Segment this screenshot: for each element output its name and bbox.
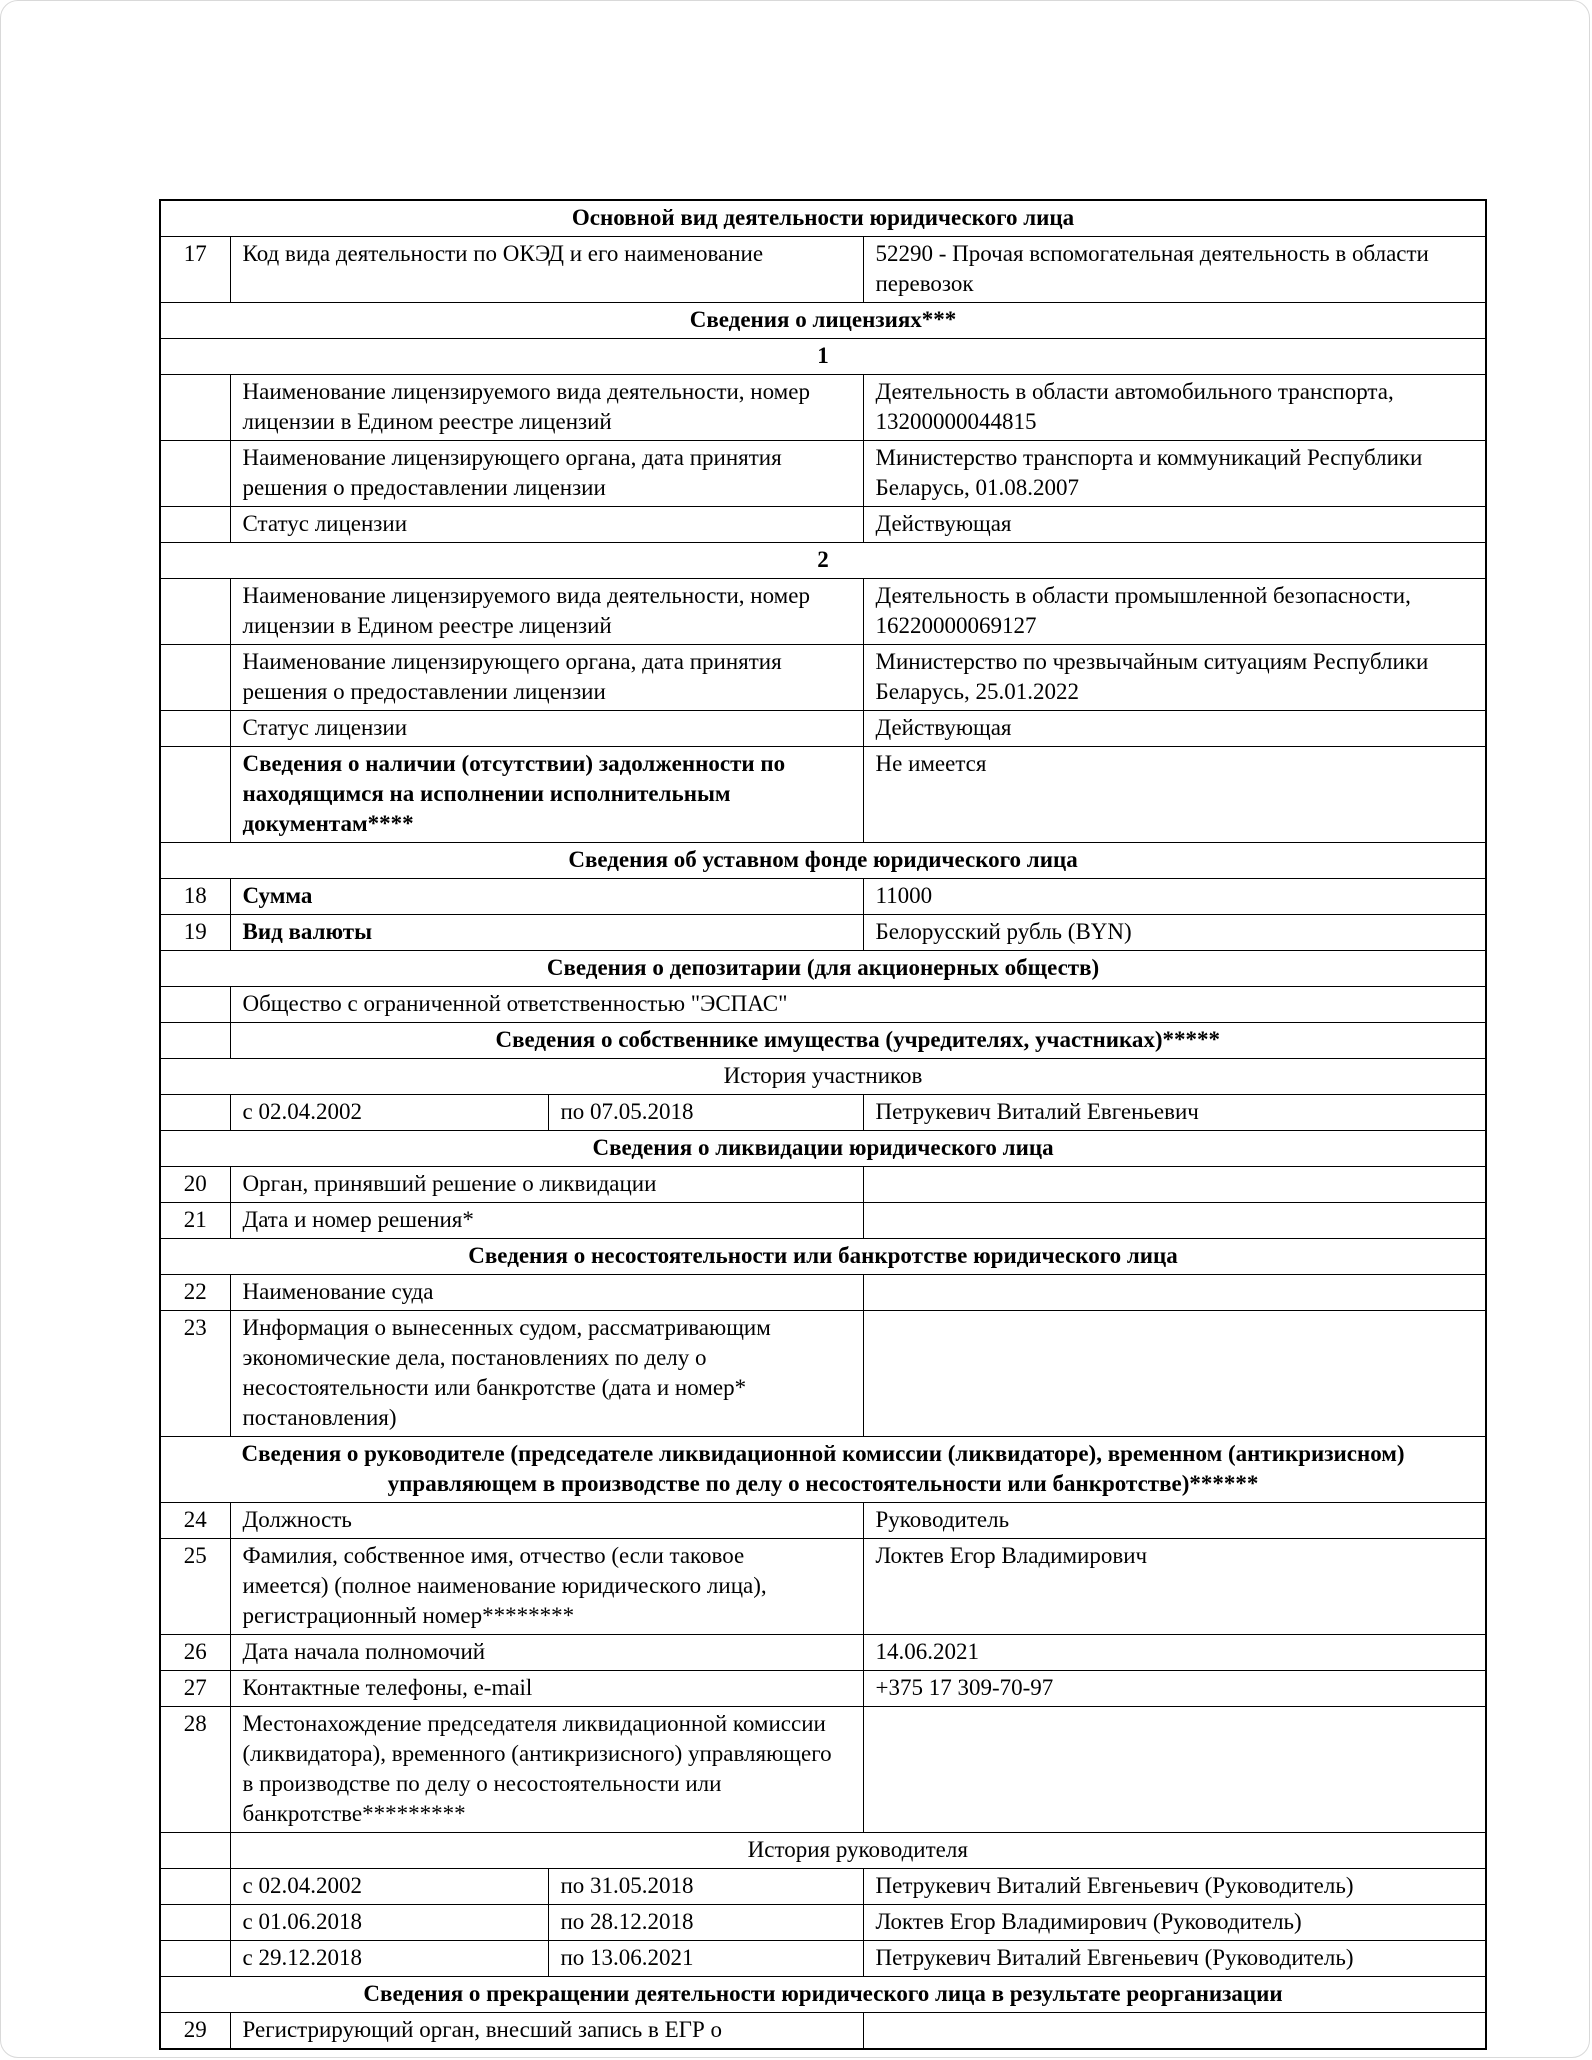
- record-row: [160, 2013, 1486, 2050]
- row-number-cell: 27: [160, 1671, 230, 1707]
- section-title: Сведения о собственнике имущества (учредителях, участниках)*****: [230, 1023, 1486, 1059]
- row-value-cell: [863, 1275, 1486, 1311]
- text-row: [160, 987, 1486, 1023]
- row-number-cell: 24: [160, 1503, 230, 1539]
- row-number-cell: 17: [160, 237, 230, 303]
- row-label-cell: Дата начала полномочий: [230, 1635, 863, 1671]
- row-label-cell: Контактные телефоны, e-mail: [230, 1671, 863, 1707]
- record-row: [160, 1707, 1486, 1833]
- row-label-cell: Информация о вынесенных судом, рассматривающим экономические дела, постановлениях по делу о несостоятельности или банкротстве (дата и номер* постановления): [230, 1311, 863, 1437]
- section-header-row: [160, 1059, 1486, 1095]
- record-row: [160, 237, 1486, 303]
- row-number-cell: [160, 711, 230, 747]
- row-value-cell: Деятельность в области промышленной безопасности, 16220000069127: [863, 579, 1486, 645]
- row-value-cell: [863, 1167, 1486, 1203]
- row-label-cell: Наименование суда: [230, 1275, 863, 1311]
- history-to-cell: по 31.05.2018: [548, 1869, 863, 1905]
- row-number-cell: [160, 441, 230, 507]
- row-value-cell: 52290 - Прочая вспомогательная деятельность в области перевозок: [863, 237, 1486, 303]
- row-label-cell: Дата и номер решения*: [230, 1203, 863, 1239]
- section-header-row: [160, 1239, 1486, 1275]
- section-title: История руководителя: [230, 1833, 1486, 1869]
- row-number-cell: [160, 1869, 230, 1905]
- row-number-cell: [160, 579, 230, 645]
- row-number-cell: 26: [160, 1635, 230, 1671]
- row-value-cell: Действующая: [863, 711, 1486, 747]
- history-from-cell: с 29.12.2018: [230, 1941, 548, 1977]
- section-header-row: [160, 1977, 1486, 2013]
- row-number-cell: 28: [160, 1707, 230, 1833]
- record-row: [160, 1503, 1486, 1539]
- row-number-cell: [160, 645, 230, 711]
- row-label-cell: Регистрирующий орган, внесший запись в ЕГР о: [230, 2013, 863, 2050]
- row-number-cell: [160, 1023, 230, 1059]
- section-title: Сведения о ликвидации юридического лица: [160, 1131, 1486, 1167]
- history-from-cell: с 02.04.2002: [230, 1869, 548, 1905]
- row-label-cell: Наименование лицензируемого вида деятельности, номер лицензии в Едином реестре лицензий: [230, 579, 863, 645]
- history-row: [160, 1095, 1486, 1131]
- registry-table: [159, 199, 1487, 2050]
- section-title: История участников: [160, 1059, 1486, 1095]
- row-number-cell: 18: [160, 879, 230, 915]
- history-name-cell: Петрукевич Виталий Евгеньевич: [863, 1095, 1486, 1131]
- section-header-row: [160, 1833, 1486, 1869]
- row-number-cell: 21: [160, 1203, 230, 1239]
- section-header-row: [160, 1131, 1486, 1167]
- history-name-cell: Петрукевич Виталий Евгеньевич (Руководитель): [863, 1941, 1486, 1977]
- section-header-row: [160, 951, 1486, 987]
- registry-table-body: [160, 200, 1486, 2049]
- history-row: [160, 1869, 1486, 1905]
- record-row: [160, 441, 1486, 507]
- row-label-cell: Наименование лицензируемого вида деятельности, номер лицензии в Едином реестре лицензий: [230, 375, 863, 441]
- section-header-row: [160, 303, 1486, 339]
- row-value-cell: Деятельность в области автомобильного транспорта, 13200000044815: [863, 375, 1486, 441]
- section-title: Сведения о лицензиях***: [160, 303, 1486, 339]
- section-title: Сведения о депозитарии (для акционерных обществ): [160, 951, 1486, 987]
- row-number-cell: [160, 507, 230, 543]
- section-header-row: [160, 1023, 1486, 1059]
- row-value-cell: Руководитель: [863, 1503, 1486, 1539]
- row-label-cell: Сведения о наличии (отсутствии) задолженности по находящимся на исполнении исполнительным документам****: [230, 747, 863, 843]
- row-text-cell: Общество с ограниченной ответственностью "ЭСПАС": [230, 987, 1486, 1023]
- section-title: Сведения о руководителе (председателе ликвидационной комиссии (ликвидаторе), временном (антикризисном) управляющем в производстве по делу о несостоятельности или банкротстве)******: [160, 1437, 1486, 1503]
- section-title: Сведения о несостоятельности или банкротстве юридического лица: [160, 1239, 1486, 1275]
- row-number-cell: [160, 375, 230, 441]
- record-row: [160, 879, 1486, 915]
- row-label-cell: Наименование лицензирующего органа, дата принятия решения о предоставлении лицензии: [230, 441, 863, 507]
- row-value-cell: Белорусский рубль (BYN): [863, 915, 1486, 951]
- row-number-cell: [160, 1833, 230, 1869]
- section-header-row: [160, 543, 1486, 579]
- history-to-cell: по 13.06.2021: [548, 1941, 863, 1977]
- section-header-row: [160, 1437, 1486, 1503]
- record-row: [160, 1311, 1486, 1437]
- row-number-cell: 22: [160, 1275, 230, 1311]
- row-label-cell: Код вида деятельности по ОКЭД и его наименование: [230, 237, 863, 303]
- history-name-cell: Локтев Егор Владимирович (Руководитель): [863, 1905, 1486, 1941]
- row-value-cell: Локтев Егор Владимирович: [863, 1539, 1486, 1635]
- row-label-cell: Местонахождение председателя ликвидационной комиссии (ликвидатора), временного (антикризисного) управляющего в производстве по делу о несостоятельности или банкротстве*********: [230, 1707, 863, 1833]
- history-name-cell: Петрукевич Виталий Евгеньевич (Руководитель): [863, 1869, 1486, 1905]
- section-header-row: [160, 843, 1486, 879]
- row-number-cell: [160, 1941, 230, 1977]
- section-title: 1: [160, 339, 1486, 375]
- row-label-cell: Статус лицензии: [230, 507, 863, 543]
- row-value-cell: [863, 2013, 1486, 2050]
- row-label-cell: Сумма: [230, 879, 863, 915]
- row-number-cell: [160, 1905, 230, 1941]
- row-value-cell: Министерство транспорта и коммуникаций Республики Беларусь, 01.08.2007: [863, 441, 1486, 507]
- history-to-cell: по 28.12.2018: [548, 1905, 863, 1941]
- section-header-row: [160, 339, 1486, 375]
- row-number-cell: 19: [160, 915, 230, 951]
- row-number-cell: [160, 987, 230, 1023]
- history-from-cell: с 02.04.2002: [230, 1095, 548, 1131]
- record-row: [160, 507, 1486, 543]
- record-row: [160, 915, 1486, 951]
- record-row: [160, 747, 1486, 843]
- row-value-cell: Не имеется: [863, 747, 1486, 843]
- section-header-row: [160, 200, 1486, 237]
- row-value-cell: Действующая: [863, 507, 1486, 543]
- section-title: 2: [160, 543, 1486, 579]
- row-label-cell: Фамилия, собственное имя, отчество (если таковое имеется) (полное наименование юридического лица), регистрационный номер********: [230, 1539, 863, 1635]
- row-number-cell: [160, 747, 230, 843]
- row-value-cell: Министерство по чрезвычайным ситуациям Республики Беларусь, 25.01.2022: [863, 645, 1486, 711]
- row-number-cell: 29: [160, 2013, 230, 2050]
- row-label-cell: Вид валюты: [230, 915, 863, 951]
- history-row: [160, 1941, 1486, 1977]
- row-number-cell: 20: [160, 1167, 230, 1203]
- row-label-cell: Должность: [230, 1503, 863, 1539]
- record-row: [160, 1275, 1486, 1311]
- row-value-cell: +375 17 309-70-97: [863, 1671, 1486, 1707]
- record-row: [160, 1167, 1486, 1203]
- record-row: [160, 1203, 1486, 1239]
- record-row: [160, 579, 1486, 645]
- record-row: [160, 711, 1486, 747]
- record-row: [160, 1635, 1486, 1671]
- row-label-cell: Статус лицензии: [230, 711, 863, 747]
- row-value-cell: 14.06.2021: [863, 1635, 1486, 1671]
- record-row: [160, 1671, 1486, 1707]
- row-value-cell: [863, 1203, 1486, 1239]
- section-title: Сведения о прекращении деятельности юридического лица в результате реорганизации: [160, 1977, 1486, 2013]
- history-from-cell: с 01.06.2018: [230, 1905, 548, 1941]
- row-value-cell: 11000: [863, 879, 1486, 915]
- section-title: Основной вид деятельности юридического лица: [160, 200, 1486, 237]
- row-value-cell: [863, 1707, 1486, 1833]
- row-label-cell: Орган, принявший решение о ликвидации: [230, 1167, 863, 1203]
- section-title: Сведения об уставном фонде юридического лица: [160, 843, 1486, 879]
- row-value-cell: [863, 1311, 1486, 1437]
- record-row: [160, 1539, 1486, 1635]
- record-row: [160, 645, 1486, 711]
- row-number-cell: 23: [160, 1311, 230, 1437]
- row-number-cell: [160, 1095, 230, 1131]
- history-to-cell: по 07.05.2018: [548, 1095, 863, 1131]
- row-label-cell: Наименование лицензирующего органа, дата принятия решения о предоставлении лицензии: [230, 645, 863, 711]
- record-row: [160, 375, 1486, 441]
- row-number-cell: 25: [160, 1539, 230, 1635]
- history-row: [160, 1905, 1486, 1941]
